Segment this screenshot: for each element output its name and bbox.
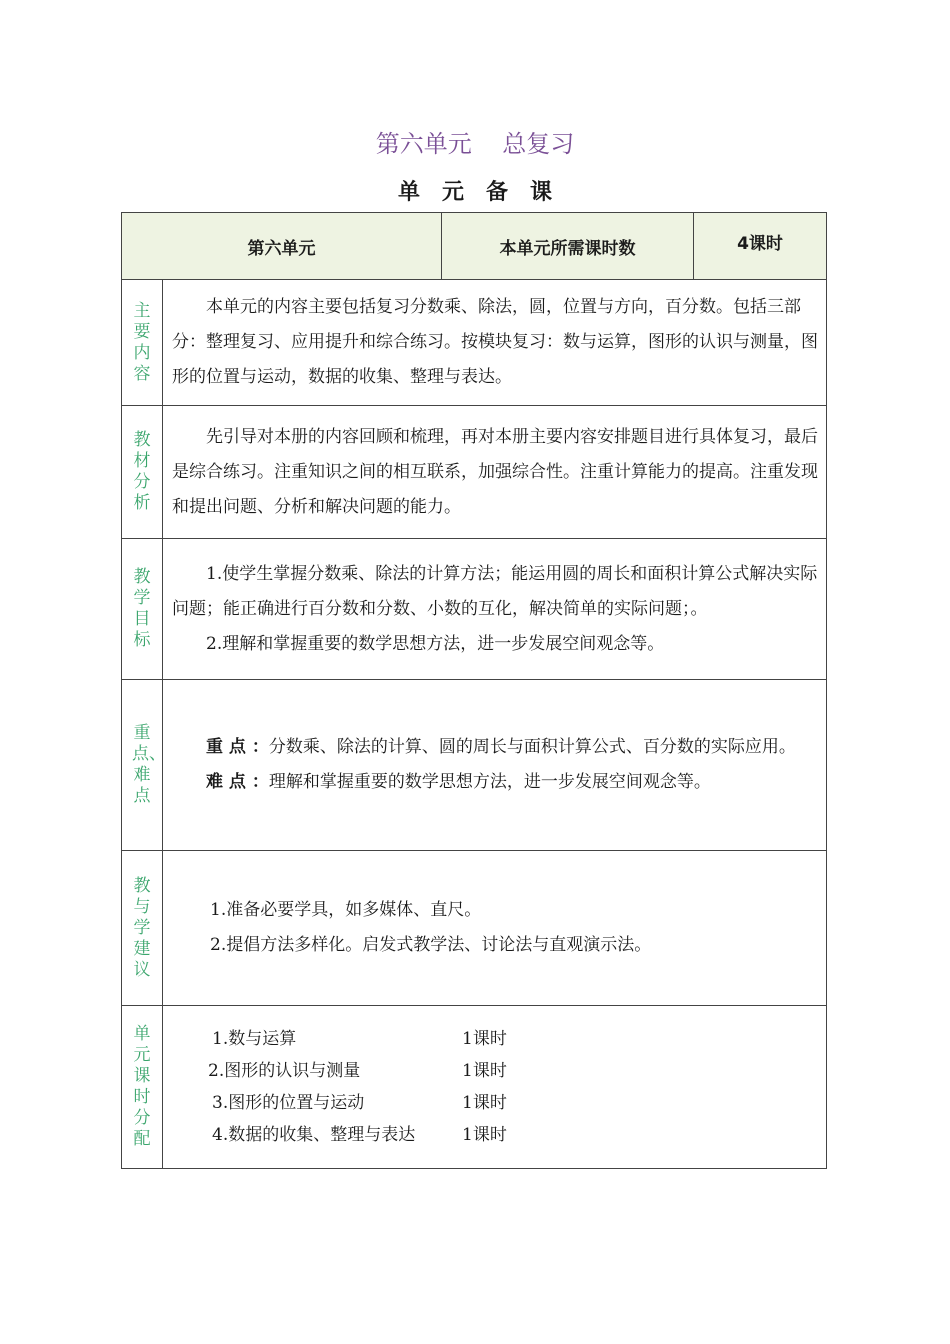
unit-name-cell: 第六单元 [122, 213, 442, 280]
row-label: 单元课时分配 [122, 1006, 163, 1169]
hours-label-cell: 本单元所需课时数 [442, 213, 694, 280]
key-point [172, 730, 824, 765]
row-label: 教学目标 [122, 539, 163, 680]
key-points-cell [163, 680, 827, 851]
row-label: 重点、难点 [122, 680, 163, 851]
analysis-cell [163, 406, 827, 539]
allocation-item: 1.数与运算 1课时 [212, 1029, 507, 1049]
row-suggestions [122, 851, 827, 1006]
unit-plan-table [121, 212, 827, 1169]
page-subtitle: 单元备课 [397, 180, 574, 205]
row-allocation [122, 1006, 827, 1169]
allocation-item: 4.数据的收集、整理与表达 1课时 [212, 1125, 507, 1145]
goals-cell [163, 539, 827, 680]
hours-value-cell: 4课时 [694, 213, 827, 280]
row-key-points [122, 680, 827, 851]
header-row [122, 213, 827, 280]
main-content-cell [163, 280, 827, 406]
suggestions-cell [163, 851, 827, 1006]
row-main-content [122, 280, 827, 406]
row-label: 主要内容 [122, 280, 163, 406]
goal-item: 1.使学生掌握分数乘、除法的计算方法；能运用圆的周长和面积计算公式解决实际问题；能正确进行百分数和分数、小数的互化，解决简单的实际问题；。 [172, 563, 818, 619]
suggestion-item: 1.准备必要学具，如多媒体、直尺。 [210, 900, 482, 920]
row-analysis [122, 406, 827, 539]
row-label: 教材分析 [122, 406, 163, 539]
difficult-point [172, 765, 824, 800]
allocation-item: 2.图形的认识与测量 1课时 [208, 1061, 507, 1081]
key-text: 分数乘、除法的计算、圆的周长与面积计算公式、百分数的实际应用。 [268, 737, 796, 757]
analysis-text: 先引导对本册的内容回顾和梳理，再对本册主要内容安排题目进行具体复习，最后是综合练习。注重知识之间的相互联系，加强综合性。注重计算能力的提高。注重发现和提出问题、分析和解决问题的能力。 [172, 426, 818, 517]
difficult-text: 理解和掌握重要的数学思想方法，进一步发展空间观念等。 [268, 772, 711, 792]
allocation-item: 3.图形的位置与运动 1课时 [212, 1093, 507, 1113]
difficult-label: 难 点 ： [206, 772, 269, 792]
main-content-text: 本单元的内容主要包括复习分数乘、除法，圆，位置与方向，百分数。包括三部分：整理复习、应用提升和综合练习。按模块复习：数与运算，图形的认识与测量，图形的位置与运动，数据的收集、整理与表达。 [172, 297, 818, 387]
row-label: 教与学建议 [122, 851, 163, 1006]
goal-item: 2.理解和掌握重要的数学思想方法，进一步发展空间观念等。 [206, 633, 665, 654]
allocation-cell [163, 1006, 827, 1169]
page-title: 第六单元 总复习 [375, 130, 575, 158]
suggestion-item: 2.提倡方法多样化。启发式教学法、讨论法与直观演示法。 [210, 935, 652, 955]
key-label: 重 点 ： [206, 737, 269, 757]
row-goals [122, 539, 827, 680]
